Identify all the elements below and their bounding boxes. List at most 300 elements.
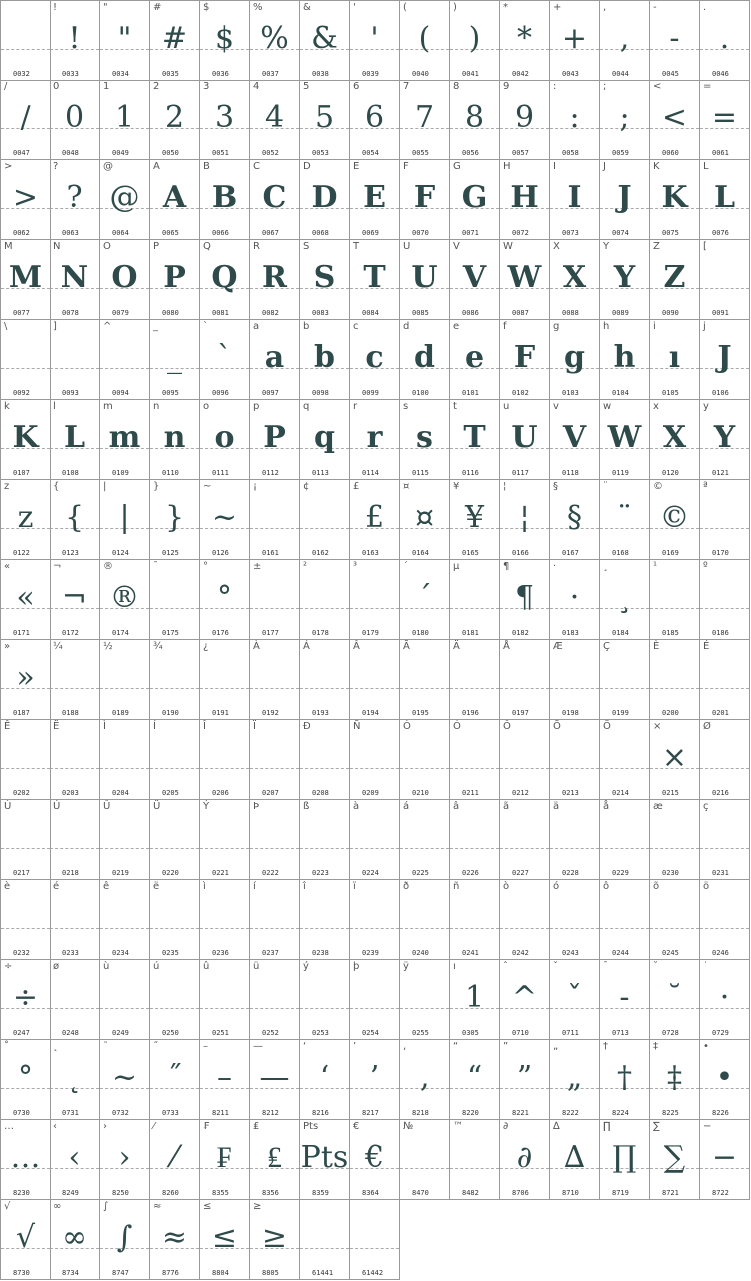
code-point-label: 0037 [262, 70, 279, 78]
glyph-sample: S [313, 260, 336, 295]
glyph-sample: F [413, 180, 436, 215]
glyph-sample: ¶ [514, 580, 535, 615]
code-point-label: 0072 [512, 229, 529, 237]
glyph-sample [600, 651, 649, 699]
reference-character: ÿ [403, 961, 409, 972]
glyph-sample: / [20, 100, 31, 135]
glyph-sample [650, 811, 699, 859]
glyph-cell [700, 640, 750, 720]
reference-character: § [553, 481, 558, 492]
reference-character: ¢ [303, 481, 310, 492]
glyph-sample: 7 [414, 100, 435, 135]
glyph-sample [500, 651, 549, 699]
reference-character: Æ [553, 641, 563, 652]
glyph-cell [300, 960, 350, 1040]
glyph-cell [450, 160, 500, 240]
code-point-label: 0213 [562, 789, 579, 797]
reference-character: ^ [103, 321, 112, 332]
glyph-sample: A [162, 180, 187, 215]
reference-character: { [53, 481, 60, 492]
reference-character: ¶ [503, 561, 510, 572]
reference-character: ˚ [4, 1041, 9, 1052]
glyph-cell [450, 800, 500, 880]
code-point-label: 0102 [512, 389, 529, 397]
code-point-label: 0046 [712, 70, 729, 78]
glyph-sample: ∑ [663, 1140, 686, 1175]
glyph-cell [450, 400, 500, 480]
glyph-sample [600, 811, 649, 859]
code-point-label: 0090 [662, 309, 679, 317]
glyph-sample [450, 811, 499, 859]
glyph-sample: ~ [211, 500, 238, 535]
glyph-cell [300, 0, 350, 81]
glyph-cell [100, 80, 150, 160]
code-point-label: 0061 [712, 149, 729, 157]
reference-character: a [253, 321, 260, 332]
reference-character: ˜ [103, 1041, 108, 1052]
code-point-label: 8224 [612, 1109, 629, 1117]
code-point-label: 0048 [62, 149, 79, 157]
reference-character: ä [553, 801, 560, 812]
code-point-label: 0112 [262, 469, 279, 477]
reference-character: Ú [53, 801, 61, 812]
glyph-cell [250, 880, 300, 960]
glyph-sample: h [613, 340, 636, 375]
glyph-cell [200, 880, 250, 960]
code-point-label: 0183 [562, 629, 579, 637]
reference-character: © [653, 481, 663, 492]
glyph-cell [50, 320, 100, 400]
glyph-sample: § [567, 500, 582, 535]
glyph-cell [300, 800, 350, 880]
glyph-cell [0, 0, 51, 81]
glyph-sample: P [163, 260, 186, 295]
glyph-sample [700, 251, 749, 299]
glyph-sample [550, 891, 599, 939]
glyph-cell [550, 80, 600, 160]
glyph-sample: $ [214, 21, 235, 56]
code-point-label: 0228 [562, 869, 579, 877]
glyph-cell [650, 0, 700, 81]
reference-character: T [353, 241, 360, 252]
reference-character: Ø [703, 721, 711, 732]
glyph-cell [450, 560, 500, 640]
code-point-label: 0034 [112, 70, 129, 78]
glyph-cell [550, 880, 600, 960]
code-point-label: 0099 [362, 389, 379, 397]
code-point-label: 0193 [312, 709, 329, 717]
glyph-sample: — [259, 1060, 290, 1095]
glyph-cell [300, 160, 350, 240]
code-point-label: 0043 [562, 70, 579, 78]
glyph-cell [0, 960, 51, 1040]
reference-character: ∆ [553, 1121, 560, 1132]
glyph-sample: q [314, 420, 335, 455]
code-point-label: 0085 [412, 309, 429, 317]
glyph-cell [0, 320, 51, 400]
glyph-cell [700, 480, 750, 560]
reference-character: > [4, 161, 13, 172]
reference-character: ’ [353, 1041, 357, 1052]
glyph-sample: ° [18, 1060, 33, 1095]
glyph-cell [400, 0, 450, 81]
reference-character: Ô [503, 721, 511, 732]
glyph-sample: . [719, 21, 730, 56]
glyph-sample: a [264, 340, 285, 375]
glyph-sample [350, 1211, 399, 1259]
code-point-label: 0108 [62, 469, 79, 477]
glyph-cell [650, 80, 700, 160]
reference-character: Pts [303, 1121, 319, 1132]
code-point-label: 8776 [162, 1269, 179, 1277]
reference-character: î [303, 881, 306, 892]
glyph-cell [400, 640, 450, 720]
code-point-label: 8364 [362, 1189, 379, 1197]
code-point-label: 0110 [162, 469, 179, 477]
glyph-sample [700, 811, 749, 859]
reference-character: P [153, 241, 160, 252]
reference-character: Á [303, 641, 310, 652]
glyph-sample [300, 491, 349, 539]
glyph-sample: ; [619, 100, 630, 135]
glyph-sample: V [462, 260, 487, 295]
reference-character: » [4, 641, 11, 652]
code-point-label: 0221 [212, 869, 229, 877]
code-point-label: 0203 [62, 789, 79, 797]
code-point-label: 8230 [13, 1189, 30, 1197]
glyph-sample [400, 891, 449, 939]
glyph-cell [300, 80, 350, 160]
glyph-sample [300, 571, 349, 619]
reference-character: ð [403, 881, 410, 892]
glyph-cell [350, 240, 400, 320]
glyph-sample [350, 731, 399, 779]
reference-character: Ä [453, 641, 460, 652]
glyph-sample: … [10, 1140, 41, 1175]
glyph-sample [100, 651, 149, 699]
code-point-label: 0051 [212, 149, 229, 157]
reference-character: ÷ [4, 961, 13, 972]
glyph-sample: ı [668, 340, 681, 375]
glyph-sample [1, 811, 50, 859]
reference-character: s [403, 401, 409, 412]
reference-character: ı [453, 961, 456, 972]
code-point-label: 0069 [362, 229, 379, 237]
glyph-sample [250, 491, 299, 539]
glyph-sample [200, 971, 249, 1019]
glyph-sample: € [364, 1140, 385, 1175]
glyph-sample: Z [663, 260, 686, 295]
reference-character: h [603, 321, 610, 332]
glyph-sample [500, 891, 549, 939]
glyph-cell [500, 1120, 550, 1200]
glyph-cell [450, 720, 500, 800]
code-point-label: 0202 [13, 789, 30, 797]
code-point-label: 0219 [112, 869, 129, 877]
reference-character: − [703, 1121, 712, 1132]
code-point-label: 0185 [662, 629, 679, 637]
code-point-label: 0086 [462, 309, 479, 317]
reference-character: • [703, 1041, 709, 1052]
code-point-label: 8211 [212, 1109, 229, 1117]
glyph-sample: ® [109, 580, 140, 615]
glyph-cell [100, 320, 150, 400]
reference-character: N [53, 241, 61, 252]
code-point-label: 8356 [262, 1189, 279, 1197]
code-point-label: 0239 [362, 949, 379, 957]
reference-character: ≥ [253, 1201, 262, 1212]
code-point-label: 8221 [512, 1109, 529, 1117]
reference-character: ã [503, 801, 510, 812]
glyph-cell [350, 560, 400, 640]
code-point-label: 0100 [412, 389, 429, 397]
reference-character: º [703, 561, 708, 572]
reference-character: @ [103, 161, 113, 172]
glyph-cell [500, 0, 550, 81]
code-point-label: 0067 [262, 229, 279, 237]
glyph-cell [200, 1200, 250, 1280]
code-point-label: 61442 [362, 1269, 384, 1277]
glyph-cell [450, 0, 500, 81]
glyph-cell [100, 400, 150, 480]
glyph-sample [300, 971, 349, 1019]
code-point-label: 8722 [712, 1189, 729, 1197]
glyph-sample [350, 811, 399, 859]
code-point-label: 8730 [13, 1269, 30, 1277]
reference-character: 1 [103, 81, 110, 92]
reference-character: ” [503, 1041, 509, 1052]
reference-character: y [703, 401, 709, 412]
reference-character: ˝ [153, 1041, 158, 1052]
glyph-sample [700, 891, 749, 939]
reference-character: ´ [403, 561, 408, 572]
reference-character: ˘ [653, 961, 658, 972]
glyph-sample: £ [364, 500, 385, 535]
glyph-sample [50, 651, 99, 699]
code-point-label: 0077 [13, 309, 30, 317]
reference-character: û [203, 961, 210, 972]
glyph-sample [400, 811, 449, 859]
reference-character: Ì [103, 721, 106, 732]
glyph-sample [350, 891, 399, 939]
glyph-cell [150, 0, 200, 81]
reference-character: t [453, 401, 457, 412]
code-point-label: 0207 [262, 789, 279, 797]
reference-character: w [603, 401, 612, 412]
glyph-cell [100, 1040, 150, 1120]
glyph-sample [50, 891, 99, 939]
glyph-cell [550, 800, 600, 880]
reference-character: < [653, 81, 662, 92]
glyph-sample: } [164, 500, 185, 535]
code-point-label: 0039 [362, 70, 379, 78]
glyph-cell [650, 560, 700, 640]
reference-character: ! [53, 2, 58, 13]
reference-character: ( [403, 2, 407, 13]
glyph-cell [200, 240, 250, 320]
code-point-label: 0224 [362, 869, 379, 877]
glyph-sample [450, 571, 499, 619]
code-point-label: 0189 [112, 709, 129, 717]
glyph-cell [300, 560, 350, 640]
reference-character: j [703, 321, 706, 332]
glyph-sample: | [119, 500, 130, 535]
glyph-cell [600, 960, 650, 1040]
glyph-sample: W [607, 420, 642, 455]
code-point-label: 0120 [662, 469, 679, 477]
code-point-label: 0095 [162, 389, 179, 397]
code-point-label: 0223 [312, 869, 329, 877]
reference-character: ¨ [603, 481, 608, 492]
glyph-sample [1, 731, 50, 779]
glyph-sample: * [517, 21, 532, 56]
glyph-cell [650, 1120, 700, 1200]
glyph-sample: & [311, 21, 338, 56]
glyph-cell [150, 1120, 200, 1200]
reference-character: ] [53, 321, 57, 332]
reference-character: Ò [403, 721, 411, 732]
glyph-cell [550, 240, 600, 320]
reference-character: b [303, 321, 310, 332]
reference-character: „ [553, 1041, 559, 1052]
glyph-sample: = [711, 100, 738, 135]
code-point-label: 0184 [612, 629, 629, 637]
glyph-cell [250, 560, 300, 640]
reference-character: 2 [153, 81, 160, 92]
glyph-sample [200, 651, 249, 699]
reference-character: ô [603, 881, 610, 892]
glyph-cell [0, 720, 51, 800]
glyph-cell [500, 80, 550, 160]
glyph-cell [400, 400, 450, 480]
glyph-cell [100, 1120, 150, 1200]
glyph-cell [350, 0, 400, 81]
glyph-sample: ~ [111, 1060, 138, 1095]
reference-character: A [153, 161, 160, 172]
code-point-label: 0042 [512, 70, 529, 78]
reference-character: ¾ [153, 641, 163, 652]
reference-character: ‹ [53, 1121, 57, 1132]
code-point-label: 0050 [162, 149, 179, 157]
reference-character: } [153, 481, 160, 492]
glyph-cell [300, 880, 350, 960]
glyph-cell [150, 560, 200, 640]
glyph-sample: I [567, 180, 582, 215]
code-point-label: 0181 [462, 629, 479, 637]
glyph-cell [150, 480, 200, 560]
glyph-sample: ≤ [211, 1220, 238, 1255]
glyph-sample: d [414, 340, 435, 375]
reference-character: ∑ [653, 1121, 660, 1132]
reference-character: r [353, 401, 358, 412]
glyph-sample: ¤ [414, 500, 435, 535]
glyph-sample [600, 731, 649, 779]
reference-character: E [353, 161, 360, 172]
code-point-label: 0248 [62, 1029, 79, 1037]
code-point-label: 0237 [262, 949, 279, 957]
code-point-label: 0246 [712, 949, 729, 957]
glyph-cell [300, 1200, 350, 1280]
glyph-sample [200, 891, 249, 939]
reference-character: √ [4, 1201, 11, 1212]
glyph-sample: ¦ [519, 500, 530, 535]
code-point-label: 0198 [562, 709, 579, 717]
reference-character: ≈ [153, 1201, 162, 1212]
glyph-sample [150, 731, 199, 779]
code-point-label: 0218 [62, 869, 79, 877]
reference-character: 3 [203, 81, 210, 92]
glyph-cell [400, 80, 450, 160]
reference-character: ' [353, 2, 356, 13]
code-point-label: 61441 [312, 1269, 334, 1277]
glyph-sample [50, 971, 99, 1019]
code-point-label: 0210 [412, 789, 429, 797]
glyph-cell [700, 560, 750, 640]
glyph-cell [700, 0, 750, 81]
code-point-label: 0229 [612, 869, 629, 877]
reference-character: ∏ [603, 1121, 611, 1132]
code-point-label: 0161 [262, 549, 279, 557]
code-point-label: 0217 [13, 869, 30, 877]
glyph-cell [100, 960, 150, 1040]
code-point-label: 0250 [162, 1029, 179, 1037]
reference-character: ç [703, 801, 709, 812]
glyph-cell [650, 720, 700, 800]
code-point-label: 0040 [412, 70, 429, 78]
glyph-sample: ” [516, 1060, 533, 1095]
glyph-cell [400, 1120, 450, 1200]
code-point-label: 0175 [162, 629, 179, 637]
glyph-cell [350, 80, 400, 160]
code-point-label: 0045 [662, 70, 679, 78]
glyph-cell [50, 720, 100, 800]
glyph-cell [200, 480, 250, 560]
glyph-sample: W [507, 260, 542, 295]
reference-character: ˛ [53, 1041, 58, 1052]
reference-character: o [203, 401, 210, 412]
glyph-sample [250, 651, 299, 699]
glyph-cell [50, 0, 100, 81]
reference-character: k [4, 401, 10, 412]
glyph-sample: " [117, 21, 132, 56]
glyph-cell [50, 1200, 100, 1280]
reference-character: ¹ [653, 561, 658, 572]
glyph-cell [400, 560, 450, 640]
glyph-sample: < [661, 100, 688, 135]
glyph-cell [200, 560, 250, 640]
reference-character: = [703, 81, 712, 92]
glyph-sample: % [260, 21, 289, 56]
glyph-sample [450, 651, 499, 699]
reference-character: # [153, 2, 162, 13]
glyph-sample [650, 891, 699, 939]
glyph-cell [300, 320, 350, 400]
reference-character: ? [53, 161, 59, 172]
code-point-label: 0226 [462, 869, 479, 877]
reference-character: ˉ [603, 961, 608, 972]
reference-character: é [53, 881, 60, 892]
glyph-sample: − [711, 1140, 738, 1175]
reference-character: [ [703, 241, 707, 252]
reference-character: Ó [453, 721, 461, 732]
glyph-sample: K [12, 420, 39, 455]
code-point-label: 0092 [13, 389, 30, 397]
glyph-sample: G [461, 180, 488, 215]
glyph-sample [450, 731, 499, 779]
reference-character: n [153, 401, 160, 412]
reference-character: B [203, 161, 210, 172]
code-point-label: 0165 [462, 549, 479, 557]
